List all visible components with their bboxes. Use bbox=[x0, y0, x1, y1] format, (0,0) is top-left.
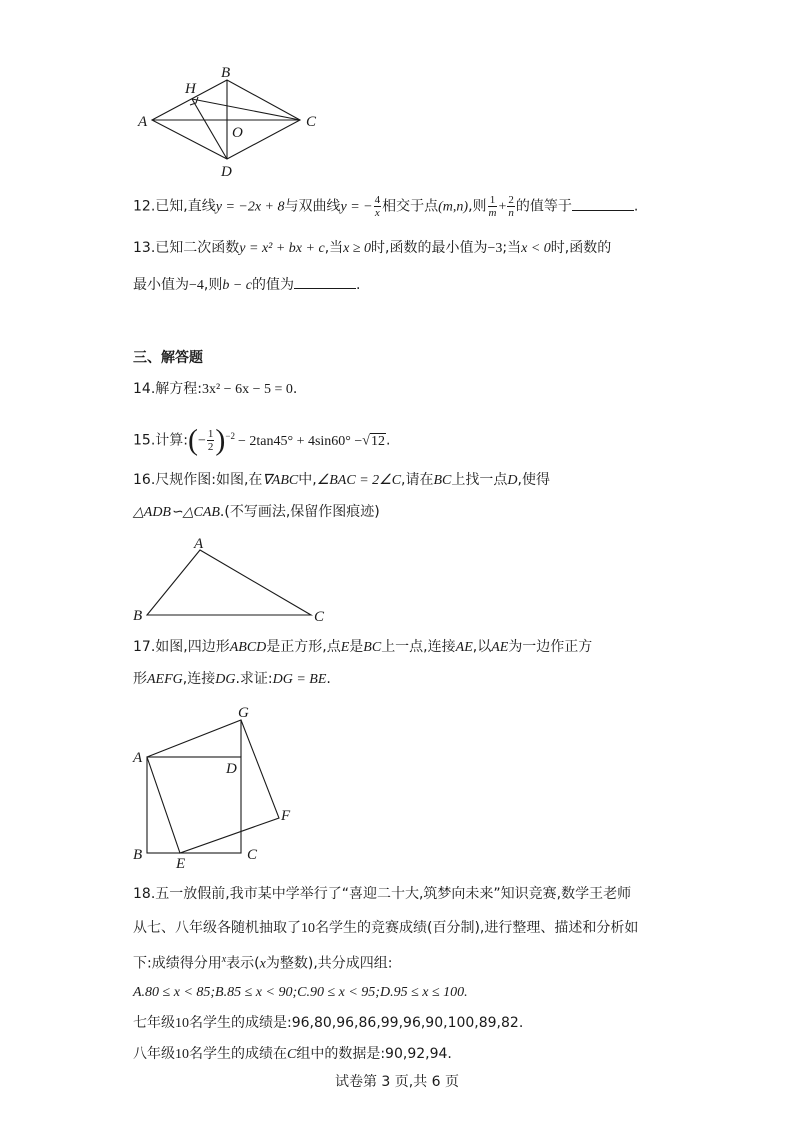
question-16-line2: △ADB∽△CAB.(不写画法,保留作图痕迹) bbox=[133, 504, 380, 520]
label-c: C bbox=[306, 114, 317, 130]
label-d: D bbox=[226, 761, 237, 777]
q12-fraction-2-over-n: $\frac{2}{n}$ bbox=[508, 194, 514, 219]
label-b: B bbox=[221, 65, 231, 81]
question-13-line1: 13.已知二次函数y = x² + bx + c,当x ≥ 0时,函数的最小值为−3;当x < 0时,函数的 bbox=[133, 240, 612, 256]
label-o: O bbox=[232, 125, 243, 141]
question-18-grade7: 七年级10名学生的成绩是:96,80,96,86,99,96,90,100,89,82. bbox=[133, 1015, 524, 1031]
triangle-figure bbox=[128, 535, 338, 627]
label-c: C bbox=[247, 847, 258, 863]
q13-function: y = x² + bx + c bbox=[239, 241, 325, 256]
label-a: A bbox=[138, 114, 148, 130]
label-e: E bbox=[176, 856, 186, 870]
question-17-line1: 17.如图,四边形ABCD是正方形,点E是BC上一点,连接AE,以AE为一边作正方 bbox=[133, 639, 593, 655]
triangle-abc bbox=[147, 550, 311, 615]
section-title: 三、解答题 bbox=[133, 350, 203, 366]
question-12: 12.已知,直线y = −2x + 8与双曲线y = − $\frac{4}{x}$ 相交于点(m,n),则 $\frac{1}{m}$ + $\frac{2}{n}$ 的值等于 . bbox=[133, 194, 639, 219]
rhombus-figure bbox=[130, 60, 330, 182]
q14-equation: 3x² − 6x − 5 = 0 bbox=[201, 382, 293, 397]
question-18-grade8: 八年级10名学生的成绩在C组中的数据是:90,92,94. bbox=[133, 1046, 452, 1062]
q12-number: 12 bbox=[133, 198, 151, 215]
label-h: H bbox=[185, 81, 196, 97]
q15-fraction-half: $\frac{1}{2}$ bbox=[207, 428, 214, 454]
question-13-line2: 最小值为−4,则b − c的值为 . bbox=[133, 274, 360, 296]
segment-hc bbox=[192, 99, 300, 120]
label-d: D bbox=[221, 164, 232, 180]
question-17-line2: 形AEFG,连接DG.求证:DG = BE. bbox=[133, 671, 331, 687]
q12-fraction-1-over-m: $\frac{1}{m}$ bbox=[488, 194, 497, 219]
q12-hyperbola-lhs: y = − bbox=[340, 199, 373, 215]
question-16-line1: 16.尺规作图:如图,在∇ABC中,∠BAC = 2∠C,请在BC上找一点D,使得 bbox=[133, 472, 550, 488]
label-c: C bbox=[314, 609, 325, 625]
question-18-line3: 下:成绩得分用$^x$表示(x为整数),共分成四组: bbox=[133, 954, 393, 972]
label-f: F bbox=[281, 808, 291, 824]
q12-point: (m,n) bbox=[438, 199, 469, 215]
square-aefg bbox=[147, 720, 279, 853]
label-g: G bbox=[238, 705, 249, 721]
question-18-line1: 18.五一放假前,我市某中学举行了“喜迎二十大,筑梦向未来”知识竞赛,数学王老师 bbox=[133, 886, 632, 902]
q13-number: 13 bbox=[133, 240, 151, 256]
q15-sqrt-12: 12 bbox=[370, 433, 385, 449]
page-footer: 试卷第 3 页,共 6 页 bbox=[334, 1074, 460, 1090]
label-a: A bbox=[194, 536, 204, 552]
question-15: 15.计算:(− $\frac{1}{2}$ )$^{-2}$ − 2tan45° + 4sin60° −√12. bbox=[133, 423, 391, 457]
q12-fraction-4-over-x: $\frac{4}{x}$ bbox=[374, 194, 381, 219]
q12-line-equation: y = −2x + 8 bbox=[215, 199, 285, 215]
squares-figure bbox=[128, 700, 303, 870]
q13-answer-blank[interactable] bbox=[294, 274, 356, 289]
label-b: B bbox=[133, 847, 143, 863]
question-18-groups: A.80 ≤ x < 85;B.85 ≤ x < 90;C.90 ≤ x < 95;D.95 ≤ x ≤ 100. bbox=[133, 985, 468, 1000]
label-b: B bbox=[133, 608, 143, 624]
label-a: A bbox=[133, 750, 143, 766]
question-14: 14.解方程:3x² − 6x − 5 = 0. bbox=[133, 381, 298, 397]
question-18-line2: 从七、八年级各随机抽取了10名学生的竞赛成绩(百分制),进行整理、描述和分析如 bbox=[133, 920, 639, 936]
q12-answer-blank[interactable] bbox=[572, 196, 634, 211]
